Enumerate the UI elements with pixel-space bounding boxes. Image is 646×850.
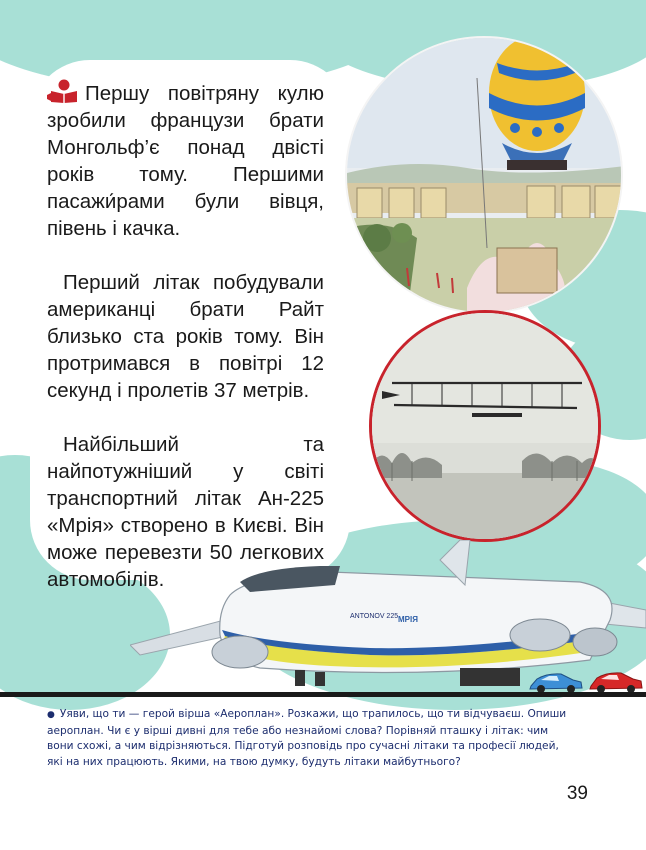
wright-flyer-photo: [369, 310, 601, 542]
red-car: [588, 670, 644, 694]
divider-bar: [0, 692, 646, 697]
balloon-scene: [347, 38, 623, 314]
blue-car: [527, 672, 585, 694]
task-block: [47, 707, 567, 770]
paragraph-1-text: Першу повітряну кулю зробили французи брати Монгольф’є понад двісті років тому. Першими пасажи́рами були вівця, півень і качка.: [47, 82, 324, 240]
reading-child-icon: [47, 79, 83, 103]
task-bullet: ●: [47, 710, 55, 720]
plane-brand-label: МРІЯ: [398, 615, 418, 624]
plane-name-label: ANTONOV 225: [350, 613, 399, 620]
main-text: [47, 79, 324, 593]
paragraph-3: Найбільший та найпотужніший у світі транспортний літак Ан-225 «Мрія» створено в Києві. Він може перевезти 50 легкових автомобілів.: [47, 433, 324, 591]
page-number: 39: [566, 783, 588, 804]
hot-air-balloon-illustration: [345, 36, 623, 314]
wright-scene: [372, 313, 598, 539]
paragraph-2: Перший літак побудували американці брати Райт близько ста років тому. Він протримався в повітрі 12 секунд і пролетів 37 метрів.: [47, 271, 324, 402]
task-text: Уяви, що ти — герой вірша «Аероплан». Розкажи, що трапилось, що ти відчуваєш. Опиши аероплан. Чи є у вірші дивні для тебе або незнайомі слова? Порівняй пташку і літак: чим вони схожі, а чим відрізняються. Підготуй розповідь про сучасні літаки та професії людей, які на них працюють. Якими, на твою думку, будуть літаки майбутнього?: [47, 708, 567, 768]
paragraph-1: [47, 79, 324, 242]
